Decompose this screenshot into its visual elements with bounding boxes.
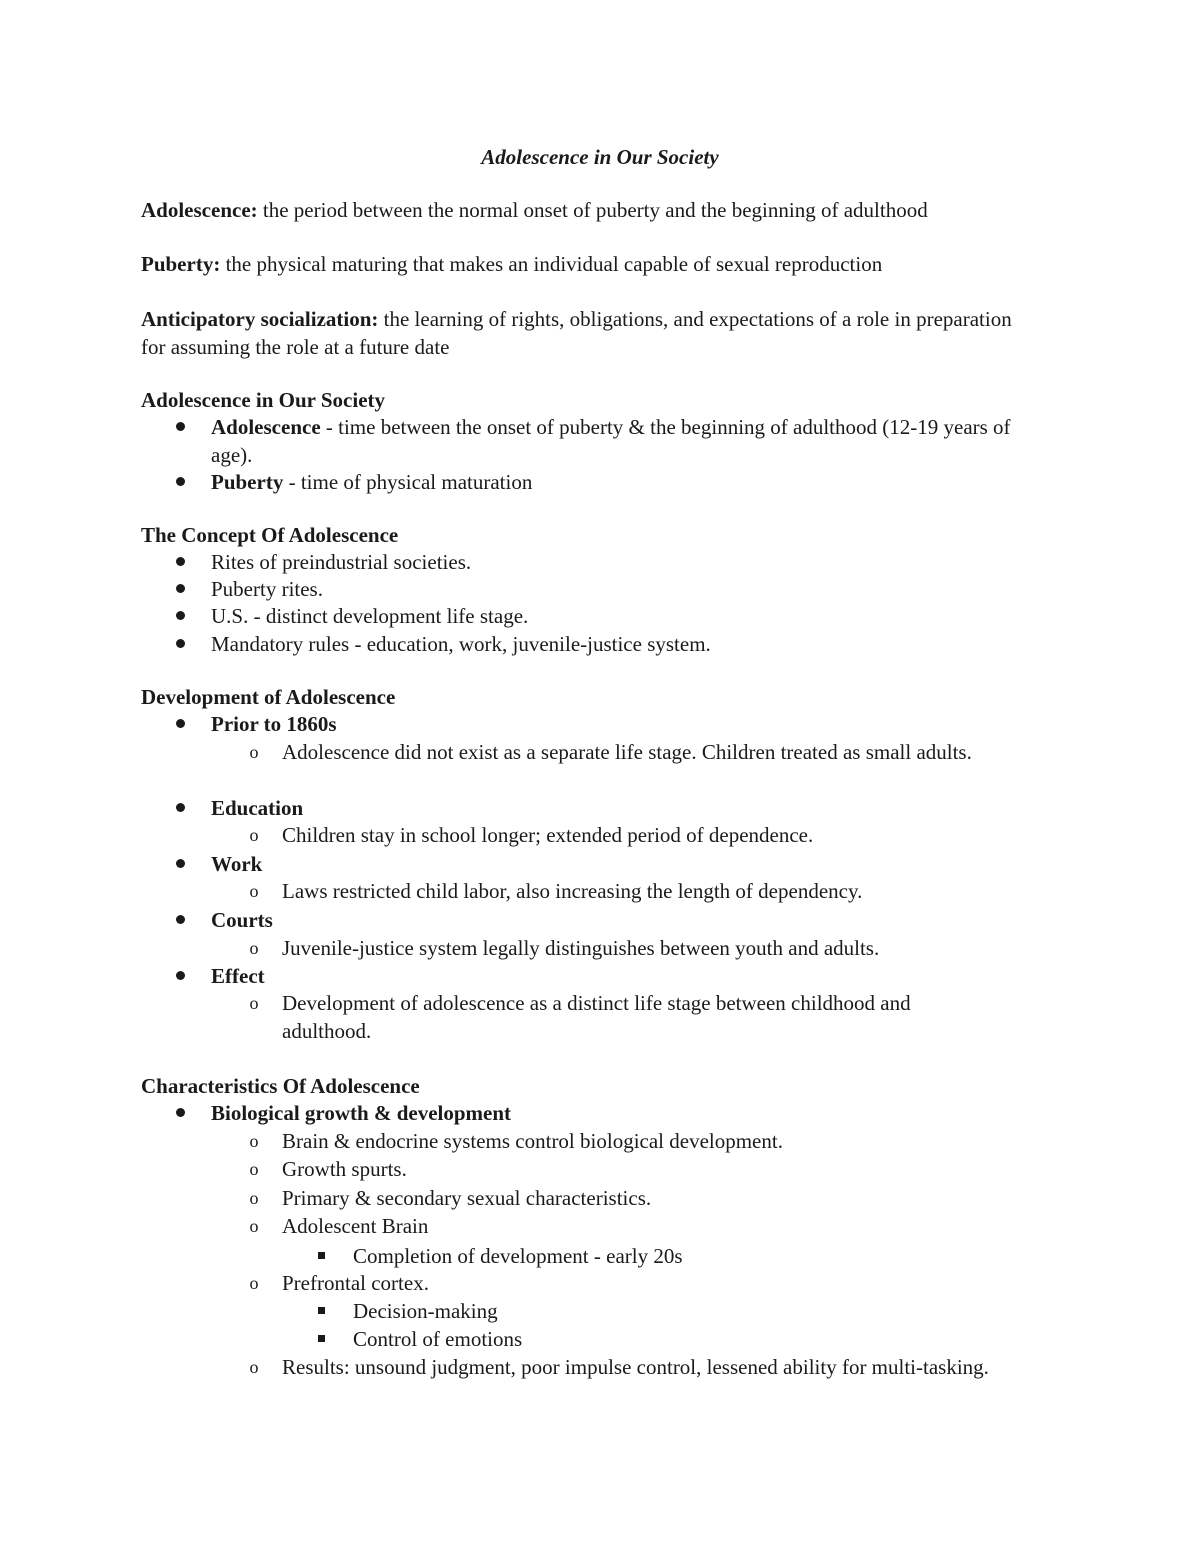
bullet-icon bbox=[176, 639, 185, 648]
sub-list-item: Prefrontal cortex. bbox=[282, 1271, 429, 1295]
sub-sub-list-item: Decision-making bbox=[353, 1299, 498, 1323]
section-heading-adolescence-in-our-society: Adolescence in Our Society bbox=[141, 388, 386, 412]
list-item: Rites of preindustrial societies. bbox=[211, 550, 472, 574]
bullet-icon bbox=[176, 915, 185, 924]
sub-list-item: Growth spurts. bbox=[282, 1157, 407, 1181]
circle-bullet-icon: o bbox=[249, 825, 259, 845]
list-item bbox=[211, 413, 1041, 469]
definition-anticipatory-socialization bbox=[141, 305, 1041, 361]
list-item-text: - time of physical maturation bbox=[283, 470, 533, 494]
sub-list-item: Children stay in school longer; extended period of dependence. bbox=[282, 823, 814, 847]
list-item-label: Courts bbox=[211, 908, 273, 932]
sub-list-item: Brain & endocrine systems control biological development. bbox=[282, 1129, 783, 1153]
circle-bullet-icon: o bbox=[249, 1188, 259, 1208]
bullet-icon bbox=[176, 971, 185, 980]
circle-bullet-icon: o bbox=[249, 993, 259, 1013]
section-heading-development-of-adolescence: Development of Adolescence bbox=[141, 685, 396, 709]
list-item-label: Work bbox=[211, 852, 263, 876]
list-item-label: Effect bbox=[211, 964, 265, 988]
sub-list-item: Adolescent Brain bbox=[282, 1214, 429, 1238]
bullet-icon bbox=[176, 422, 185, 431]
definition-term: Anticipatory socialization: bbox=[141, 307, 379, 331]
bullet-icon bbox=[176, 803, 185, 812]
list-item bbox=[211, 468, 1041, 496]
bullet-icon bbox=[176, 719, 185, 728]
circle-bullet-icon: o bbox=[249, 1273, 259, 1293]
definition-text: the learning of rights, obligations, and expectations of a role in preparation for assuming the role at a future date bbox=[141, 307, 1012, 359]
definition-puberty bbox=[141, 250, 1041, 278]
section-heading-characteristics-of-adolescence: Characteristics Of Adolescence bbox=[141, 1074, 420, 1098]
square-bullet-icon bbox=[318, 1335, 325, 1342]
circle-bullet-icon: o bbox=[249, 1159, 259, 1179]
list-item-term: Puberty bbox=[211, 470, 284, 494]
section-heading-concept-of-adolescence: The Concept Of Adolescence bbox=[141, 523, 399, 547]
sub-list-item: Development of adolescence as a distinct life stage between childhood and adulthood. bbox=[282, 991, 911, 1043]
list-item-label: Education bbox=[211, 796, 304, 820]
circle-bullet-icon: o bbox=[249, 1357, 259, 1377]
list-item: Mandatory rules - education, work, juvenile-justice system. bbox=[211, 632, 711, 656]
sub-sub-list-item: Completion of development - early 20s bbox=[353, 1244, 683, 1268]
definition-term: Adolescence: bbox=[141, 198, 258, 222]
sub-list-item: Adolescence did not exist as a separate life stage. Children treated as small adults. bbox=[282, 740, 972, 764]
circle-bullet-icon: o bbox=[249, 742, 259, 762]
definition-text: the period between the normal onset of puberty and the beginning of adulthood bbox=[257, 198, 928, 222]
bullet-icon bbox=[176, 859, 185, 868]
sub-list-item: Juvenile-justice system legally distinguishes between youth and adults. bbox=[282, 936, 880, 960]
list-item: Puberty rites. bbox=[211, 577, 323, 601]
sub-list-item: Laws restricted child labor, also increasing the length of dependency. bbox=[282, 879, 863, 903]
list-item-label: Prior to 1860s bbox=[211, 712, 337, 736]
list-item-label: Biological growth & development bbox=[211, 1101, 512, 1125]
bullet-icon bbox=[176, 584, 185, 593]
sub-sub-list-item: Control of emotions bbox=[353, 1327, 523, 1351]
sub-list-item: Primary & secondary sexual characteristics. bbox=[282, 1186, 652, 1210]
list-item-text: - time between the onset of puberty & the beginning of adulthood (12-19 years of age). bbox=[211, 415, 1011, 467]
circle-bullet-icon: o bbox=[249, 1216, 259, 1236]
circle-bullet-icon: o bbox=[249, 938, 259, 958]
page-title: Adolescence in Our Society bbox=[481, 145, 719, 169]
definition-text: the physical maturing that makes an individual capable of sexual reproduction bbox=[220, 252, 883, 276]
list-item-term: Adolescence bbox=[211, 415, 321, 439]
bullet-icon bbox=[176, 557, 185, 566]
definition-adolescence bbox=[141, 196, 1041, 224]
square-bullet-icon bbox=[318, 1307, 325, 1314]
sub-list-item: Results: unsound judgment, poor impulse control, lessened ability for multi-tasking. bbox=[282, 1355, 989, 1379]
square-bullet-icon bbox=[318, 1252, 325, 1259]
definition-term: Puberty: bbox=[141, 252, 221, 276]
bullet-icon bbox=[176, 477, 185, 486]
circle-bullet-icon: o bbox=[249, 881, 259, 901]
bullet-icon bbox=[176, 1108, 185, 1117]
list-item: U.S. - distinct development life stage. bbox=[211, 604, 529, 628]
circle-bullet-icon: o bbox=[249, 1131, 259, 1151]
bullet-icon bbox=[176, 611, 185, 620]
